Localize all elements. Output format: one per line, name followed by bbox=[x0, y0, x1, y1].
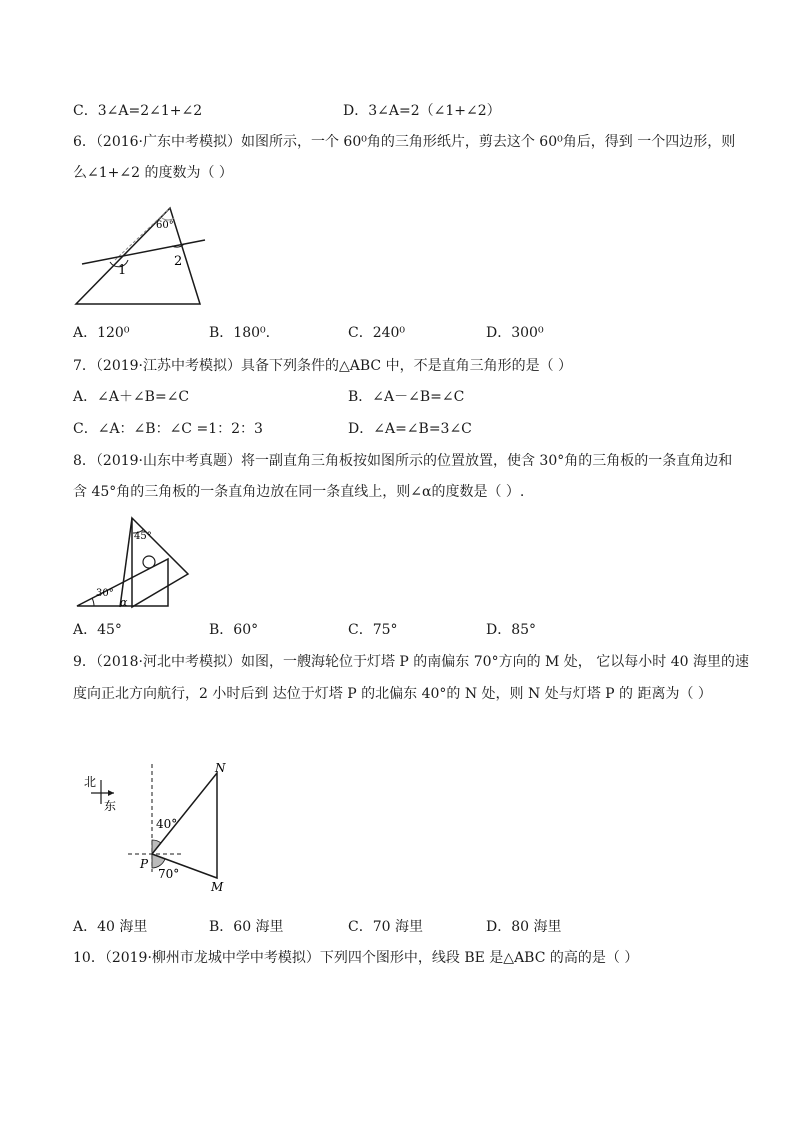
q10-stem-line1: 10．（2019·柳州市龙城中学中考模拟）下列四个图形中，线段 BE 是△ABC 的高的是（ ） bbox=[73, 950, 639, 966]
q9-label-p: P bbox=[140, 857, 149, 871]
q5-option-d: D．3∠A=2（∠1+∠2） bbox=[343, 103, 501, 119]
q6-label-60: 60° bbox=[156, 220, 174, 231]
q8-option-a: A．45° bbox=[73, 622, 122, 638]
q9-label-north: 北 bbox=[84, 775, 97, 789]
q8-side-left bbox=[120, 518, 132, 607]
q8-option-c: C．75° bbox=[348, 622, 398, 638]
q7-option-a: A．∠A＋∠B=∠C bbox=[73, 389, 190, 405]
q7-stem-line1: 7．（2019·江苏中考模拟）具备下列条件的△ABC 中，不是直角三角形的是（ ） bbox=[73, 358, 573, 374]
q6-option-d: D．300⁰ bbox=[486, 325, 544, 341]
q8-label-30: 30° bbox=[96, 588, 114, 599]
q6-stem-line2: 么∠1+∠2 的度数为（ ） bbox=[73, 165, 233, 181]
q9-label-n: N bbox=[215, 761, 226, 775]
q9-stem-line2: 度向正北方向航行，2 小时后到 达位于灯塔 P 的北偏东 40°的 N 处，则 N 处与灯塔 P 的 距离为（ ） bbox=[73, 686, 712, 702]
q8-stem-line1: 8．（2019·山东中考真题）将一副直角三角板按如图所示的位置放置，使含 30°角的三角板的一条直角边和 bbox=[73, 453, 733, 469]
q8-stem-line2: 含 45°角的三角板的一条直角边放在同一条直线上，则∠α的度数是（ ）. bbox=[73, 484, 525, 500]
q6-stem-line1: 6．（2016·广东中考模拟）如图所示，一个 60⁰角的三角形纸片，剪去这个 60⁰角后，得到 一个四边形，则 bbox=[73, 134, 736, 150]
q6-option-c: C．240⁰ bbox=[348, 325, 406, 341]
q8-hole-circle bbox=[143, 556, 155, 568]
q6-option-b: B．180⁰. bbox=[209, 325, 271, 341]
q8-option-b: B．60° bbox=[209, 622, 259, 638]
q9-figure bbox=[78, 760, 248, 900]
q9-compass-arrow-icon bbox=[108, 790, 114, 796]
q9-label-40: 40° bbox=[156, 817, 178, 831]
q7-option-d: D．∠A=∠B=3∠C bbox=[348, 421, 472, 437]
q9-label-70: 70° bbox=[158, 867, 180, 881]
q9-option-d: D．80 海里 bbox=[486, 919, 562, 935]
q6-label-2: 2 bbox=[174, 254, 183, 269]
q9-option-c: C．70 海里 bbox=[348, 919, 423, 935]
q9-stem-line1: 9．（2018·河北中考模拟）如图，一艘海轮位于灯塔 P 的南偏东 70°方向的 M 处， 它以每小时 40 海里的速 bbox=[73, 654, 749, 670]
q9-label-m: M bbox=[211, 880, 224, 894]
q6-figure bbox=[70, 198, 220, 308]
q9-label-east: 东 bbox=[104, 799, 117, 813]
q6-option-a: A．120⁰ bbox=[73, 325, 130, 341]
q8-label-45: 45° bbox=[134, 531, 152, 542]
q8-label-alpha: α bbox=[120, 596, 128, 609]
q5-option-c: C．3∠A=2∠1+∠2 bbox=[73, 103, 203, 119]
q8-figure bbox=[74, 515, 199, 610]
q9-option-a: A．40 海里 bbox=[73, 919, 148, 935]
q6-label-1: 1 bbox=[118, 263, 127, 278]
q7-option-c: C．∠A：∠B：∠C =1：2：3 bbox=[73, 421, 263, 437]
q7-option-b: B．∠A－∠B=∠C bbox=[348, 389, 465, 405]
q8-option-d: D．85° bbox=[486, 622, 537, 638]
q9-option-b: B．60 海里 bbox=[209, 919, 284, 935]
q8-angle30-arc bbox=[92, 598, 94, 606]
